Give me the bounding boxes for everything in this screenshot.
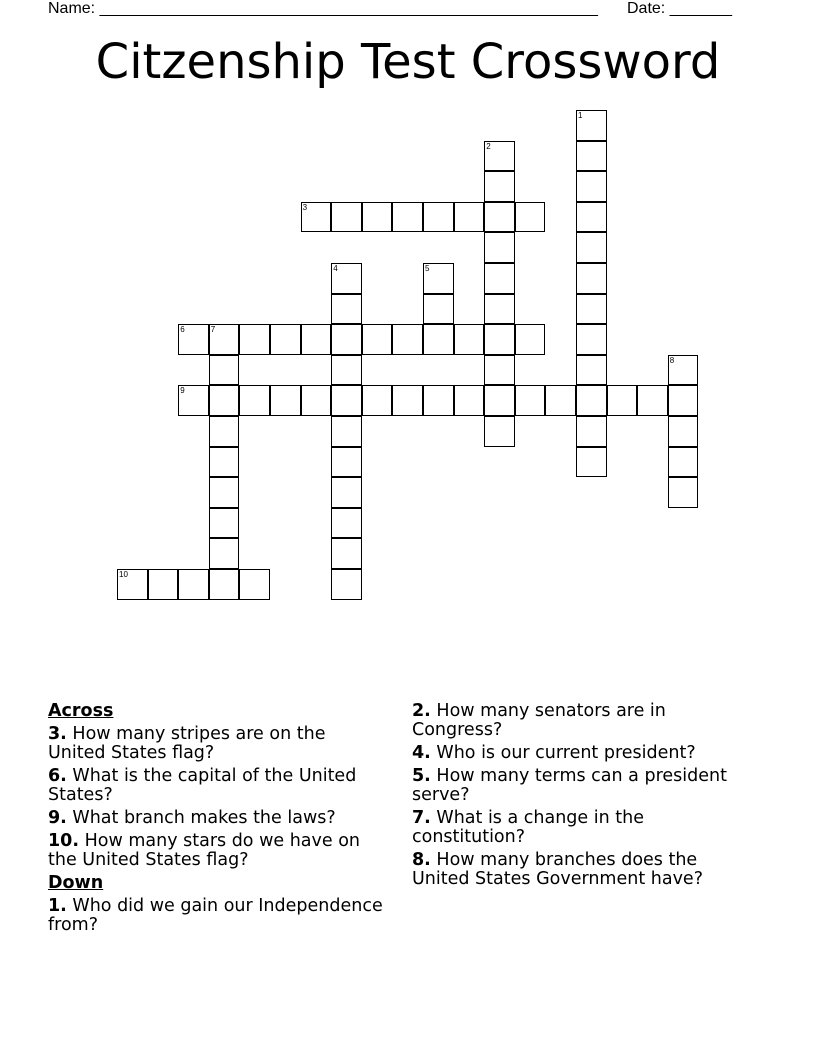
grid-cell[interactable] [178,385,209,416]
clue [412,702,752,740]
grid-cell[interactable] [454,202,485,233]
clue-number: 2. [412,701,431,721]
grid-cell[interactable] [576,416,607,447]
grid-cell[interactable] [178,569,209,600]
grid-cell[interactable] [515,324,546,355]
grid-cell[interactable] [331,416,362,447]
grid-cell[interactable] [668,447,699,478]
grid-cell[interactable] [607,385,638,416]
grid-cell[interactable] [392,385,423,416]
clue-number: 7 [210,325,216,335]
clue [48,725,388,763]
grid-cell[interactable] [576,447,607,478]
grid-cell[interactable] [637,385,668,416]
date-line: _______ [669,0,732,17]
clue [412,767,752,805]
grid-cell[interactable] [454,324,485,355]
date-label: Date: [627,0,666,17]
clue-number: 10. [48,831,80,851]
clue [48,767,388,805]
grid-cell[interactable] [423,294,454,325]
grid-cell[interactable] [484,202,515,233]
grid-cell[interactable] [423,202,454,233]
grid-cell[interactable] [576,324,607,355]
grid-cell[interactable] [209,447,240,478]
grid-cell[interactable] [331,538,362,569]
clue-number: 5. [412,766,431,786]
grid-cell[interactable] [331,508,362,539]
clue-text: What branch makes the laws? [72,808,336,828]
grid-cell[interactable] [301,324,332,355]
grid-cell[interactable] [270,385,301,416]
grid-cell[interactable] [331,294,362,325]
clue-text: How many branches does the United States Government have? [412,850,703,889]
name-field[interactable] [48,0,598,18]
clue-number: 3. [48,724,67,744]
clue-number: 4 [333,264,338,273]
grid-cell[interactable] [209,477,240,508]
grid-cell[interactable] [484,263,515,294]
grid-cell[interactable] [178,324,209,355]
grid-cell[interactable] [668,355,699,386]
clue [48,832,388,870]
grid-cell[interactable] [209,324,240,355]
grid-cell[interactable] [209,355,240,386]
grid-cell[interactable] [576,110,607,141]
grid-cell[interactable] [484,385,515,416]
clues-left-column [48,702,388,939]
grid-cell[interactable] [576,294,607,325]
clue-number: 4. [412,743,431,763]
grid-cell[interactable] [668,416,699,447]
clue-number: 2 [486,141,491,151]
grid-cell[interactable] [301,202,332,233]
grid-cell[interactable] [301,385,332,416]
grid-cell[interactable] [331,385,362,416]
grid-cell[interactable] [576,202,607,233]
grid-cell[interactable] [331,263,362,294]
grid-cell[interactable] [423,324,454,355]
clue [412,851,752,889]
grid-cell[interactable] [484,294,515,325]
clue [412,744,752,763]
grid-cell[interactable] [331,324,362,355]
clue-text: What is a change in the constitution? [412,808,644,847]
across-heading: Across [48,701,114,721]
grid-cell[interactable] [576,355,607,386]
grid-cell[interactable] [484,355,515,386]
grid-cell[interactable] [454,385,485,416]
grid-cell[interactable] [576,171,607,202]
grid-cell[interactable] [576,263,607,294]
clue-text: Who is our current president? [436,743,696,763]
grid-cell[interactable] [331,447,362,478]
clue-text: How many terms can a president serve? [412,766,727,805]
grid-cell[interactable] [239,324,270,355]
grid-cell[interactable] [392,324,423,355]
grid-cell[interactable] [392,202,423,233]
grid-cell[interactable] [576,232,607,263]
clue [48,809,388,828]
down-heading: Down [48,873,104,893]
grid-cell[interactable] [484,171,515,202]
grid-cell[interactable] [545,385,576,416]
grid-cell[interactable] [484,232,515,263]
clue-number: 1. [48,896,67,916]
clue-number: 6 [180,325,185,335]
grid-cell[interactable] [484,324,515,355]
grid-cell[interactable] [209,416,240,447]
clue-text: Who did we gain our Independence from? [48,896,383,935]
grid-cell[interactable] [117,569,148,600]
clue [412,809,752,847]
grid-cell[interactable] [484,141,515,172]
grid-cell[interactable] [239,385,270,416]
clue-number: 1 [578,111,583,120]
grid-cell[interactable] [484,416,515,447]
clue-number: 10 [119,570,128,579]
grid-cell[interactable] [209,538,240,569]
grid-cell[interactable] [331,202,362,233]
grid-cell[interactable] [362,324,393,355]
grid-cell[interactable] [423,385,454,416]
grid-cell[interactable] [362,202,393,233]
grid-cell[interactable] [209,569,240,600]
clue-number: 6. [48,766,67,786]
grid-cell[interactable] [209,508,240,539]
clue-number: 8. [412,850,431,870]
grid-cell[interactable] [515,385,546,416]
grid-cell[interactable] [239,569,270,600]
page-title: Citzenship Test Crossword [95,34,721,90]
grid-cell[interactable] [576,141,607,172]
clue-text: How many stripes are on the United States flag? [48,724,326,763]
clues-right-column [412,702,752,893]
grid-cell[interactable] [668,385,699,416]
grid-cell[interactable] [331,569,362,600]
grid-cell[interactable] [576,385,607,416]
grid-cell[interactable] [515,202,546,233]
clue-text: How many senators are in Congress? [412,701,666,740]
clue [48,897,388,935]
grid-cell[interactable] [668,477,699,508]
clue-number: 5 [425,264,430,273]
date-field[interactable] [627,0,732,18]
name-line: ________________________________________________________ [99,0,598,17]
grid-cell[interactable] [331,355,362,386]
grid-cell[interactable] [270,324,301,355]
clue-number: 9. [48,808,67,828]
clue-text: How many stars do we have on the United States flag? [48,831,361,870]
name-label: Name: [48,0,96,17]
grid-cell[interactable] [331,477,362,508]
clue-number: 3 [302,202,308,212]
grid-cell[interactable] [209,385,240,416]
grid-cell[interactable] [362,385,393,416]
clue-number: 7. [412,808,431,828]
grid-cell[interactable] [148,569,179,600]
clue-number: 9 [180,386,185,396]
grid-cell[interactable] [423,263,454,294]
clue-number: 8 [669,355,675,365]
clue-text: What is the capital of the United States? [48,766,357,805]
